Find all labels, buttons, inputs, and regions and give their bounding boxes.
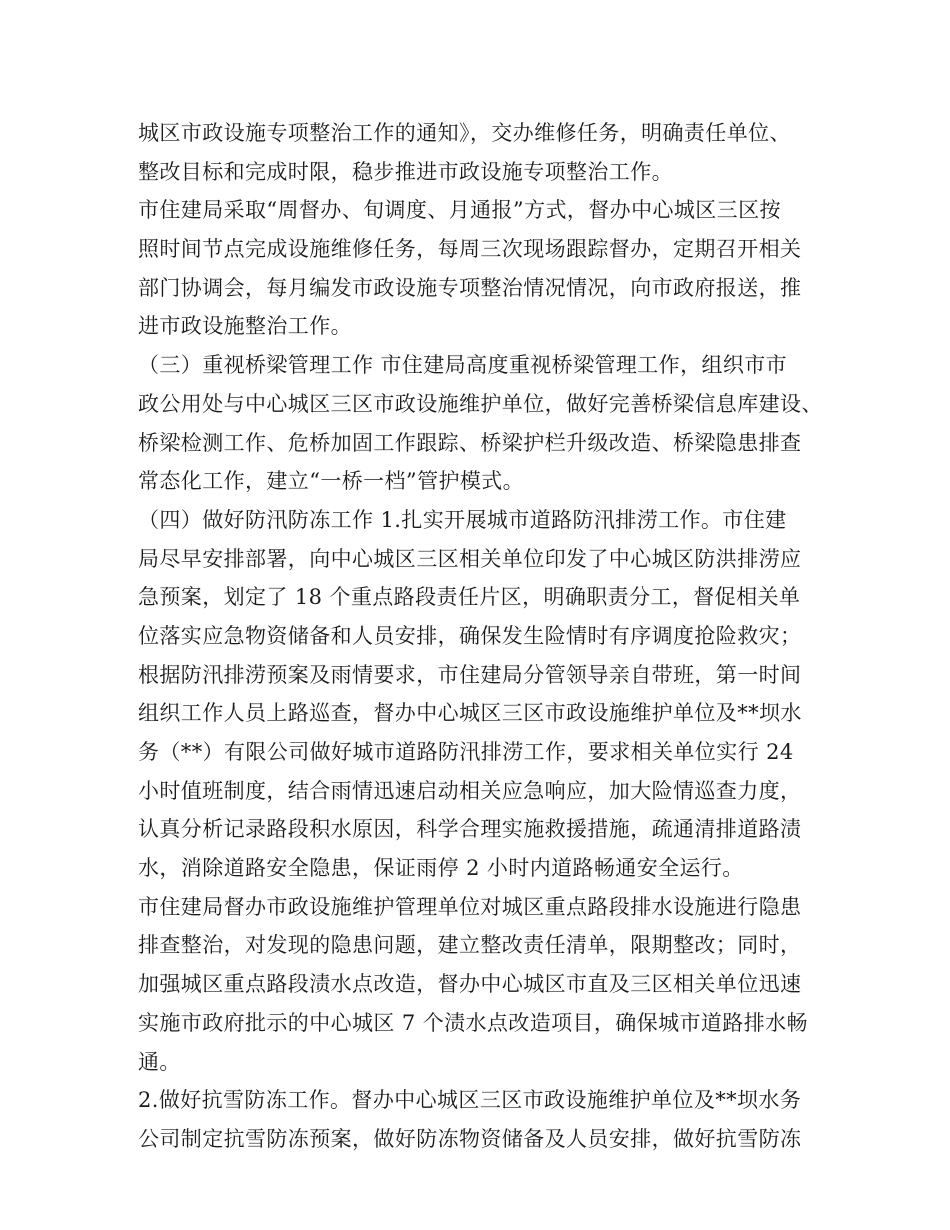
text-line: 照时间节点完成设施维修任务，每周三次现场跟踪督办，定期召开相关: [138, 237, 802, 262]
text-line: 组织工作人员上路巡查，督办中心城区三区市政设施维护单位及**坝水: [138, 701, 802, 726]
text-line: （三）重视桥梁管理工作 市住建局高度重视桥梁管理工作，组织市市: [138, 353, 788, 378]
text-line: 常态化工作，建立“一桥一档”管护模式。: [138, 469, 525, 494]
text-line: 2.做好抗雪防冻工作。督办中心城区三区市政设施维护单位及**坝水务: [138, 1088, 802, 1113]
text-line: 实施市政府批示的中心城区 7 个渍水点改造项目，确保城市道路排水畅: [138, 1010, 808, 1035]
text-line: 务（**）有限公司做好城市道路防汛排涝工作，要求相关单位实行 24: [138, 740, 794, 764]
text-line: 排查整治，对发现的隐患问题，建立整改责任清单，限期整改；同时，: [138, 933, 802, 958]
text-line: 位落实应急物资储备和人员安排，确保发生险情时有序调度抢险救灾；: [138, 623, 802, 648]
text-line: 进市政设施整治工作。: [138, 314, 352, 339]
text-line: 市住建局督办市政设施维护管理单位对城区重点路段排水设施进行隐患: [138, 894, 802, 919]
text-line: 城区市政设施专项整治工作的通知》，交办维修任务，明确责任单位、: [138, 121, 791, 145]
text-line: 桥梁检测工作、危桥加固工作跟踪、桥梁护栏升级改造、桥梁隐患排查: [138, 430, 802, 455]
text-line: 整改目标和完成时限，稳步推进市政设施专项整治工作。: [138, 159, 673, 184]
text-line: 水，消除道路安全隐患，保证雨停 2 小时内道路畅通安全运行。: [138, 856, 744, 881]
text-line: 认真分析记录路段积水原因，科学合理实施救援措施，疏通清排道路渍: [138, 817, 802, 842]
body-text: [138, 114, 823, 1159]
text-line: 市住建局采取“周督办、旬调度、月通报”方式，督办中心城区三区按: [138, 198, 781, 223]
text-line: 部门协调会，每月编发市政设施专项整治情况情况，向市政府报送，推: [138, 275, 802, 300]
text-line: 根据防汛排涝预案及雨情要求，市住建局分管领导亲自带班，第一时间: [138, 662, 802, 687]
text-line: （四）做好防汛防冻工作 1.扎实开展城市道路防汛排涝工作。市住建: [138, 507, 787, 532]
text-line: 通。: [138, 1049, 181, 1074]
text-line: 政公用处与中心城区三区市政设施维护单位，做好完善桥梁信息库建设、: [138, 391, 823, 416]
text-line: 公司制定抗雪防冻预案，做好防冻物资储备及人员安排，做好抗雪防冻: [138, 1126, 802, 1151]
text-line: 局尽早安排部署，向中心城区三区相关单位印发了中心城区防洪排涝应: [138, 546, 802, 571]
text-line: 急预案，划定了 18 个重点路段责任片区，明确职责分工，督促相关单: [138, 585, 801, 610]
text-line: 小时值班制度，结合雨情迅速启动相关应急响应，加大险情巡查力度，: [138, 778, 802, 803]
text-line: 加强城区重点路段渍水点改造，督办中心城区市直及三区相关单位迅速: [138, 972, 802, 997]
